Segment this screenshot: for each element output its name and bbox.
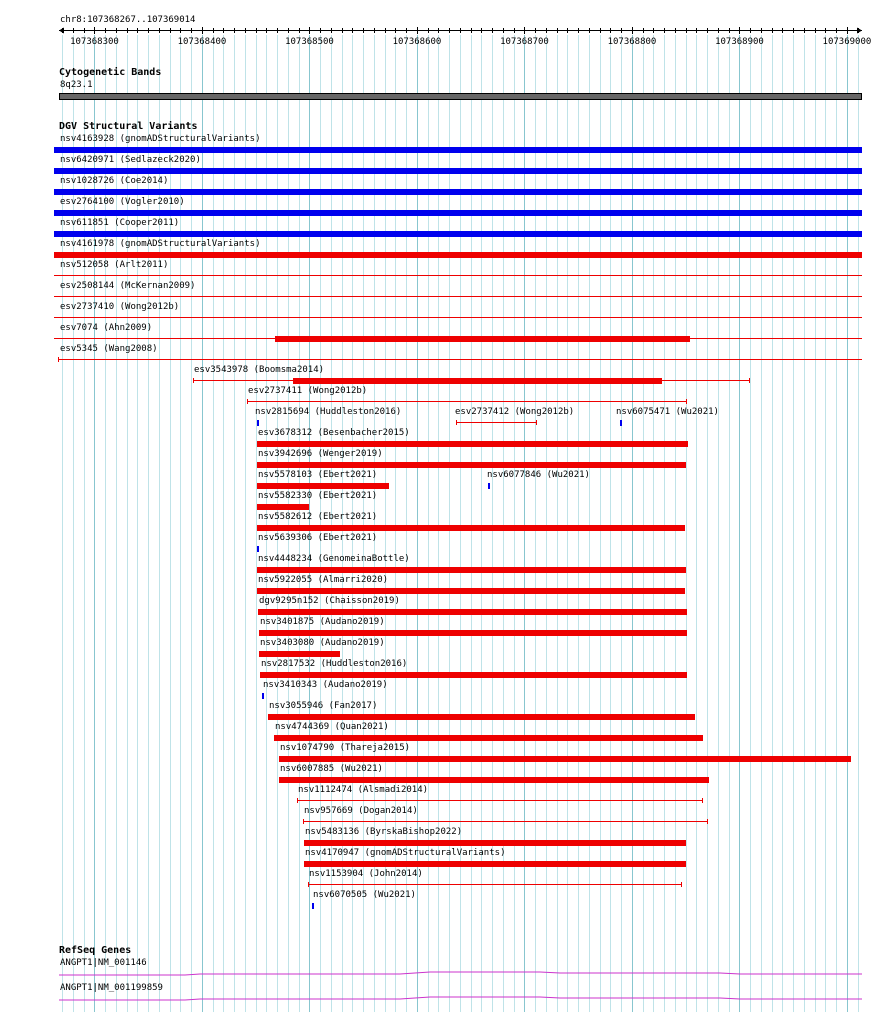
- variant-label[interactable]: nsv957669 (Dogan2014): [304, 806, 418, 816]
- ruler-tick-label: 107368800: [607, 37, 657, 47]
- variant-label[interactable]: nsv2817532 (Huddleston2016): [261, 659, 408, 669]
- variant-end-tick: [686, 399, 687, 404]
- variant-feature[interactable]: [54, 231, 862, 237]
- variant-label[interactable]: nsv5483136 (ByrskaBishop2022): [305, 827, 463, 837]
- variant-feature[interactable]: [488, 483, 490, 489]
- variant-label[interactable]: nsv5582612 (Ebert2021): [258, 512, 378, 522]
- variant-feature[interactable]: [54, 275, 862, 276]
- variant-feature[interactable]: [54, 210, 862, 216]
- variant-label[interactable]: nsv6077846 (Wu2021): [487, 470, 590, 480]
- variant-feature[interactable]: [303, 821, 707, 822]
- variant-label[interactable]: nsv1028726 (Coe2014): [60, 176, 169, 186]
- variant-label[interactable]: nsv5582330 (Ebert2021): [258, 491, 378, 501]
- variant-label[interactable]: esv7074 (Ahn2009): [60, 323, 153, 333]
- variant-feature[interactable]: [279, 777, 709, 783]
- variant-feature[interactable]: [304, 840, 686, 846]
- variant-label[interactable]: esv2737412 (Wong2012b): [455, 407, 575, 417]
- variant-label[interactable]: nsv611851 (Cooper2011): [60, 218, 180, 228]
- region-label: chr8:107368267..107369014: [60, 15, 196, 25]
- variant-start-tick: [303, 819, 304, 824]
- variant-start-tick: [456, 420, 457, 425]
- variant-end-tick: [707, 819, 708, 824]
- ruler-tick-label: 107368400: [177, 37, 227, 47]
- variant-feature[interactable]: [54, 317, 862, 318]
- variant-label[interactable]: esv3543978 (Boomsma2014): [194, 365, 325, 375]
- variant-end-tick: [536, 420, 537, 425]
- variant-end-tick: [702, 798, 703, 803]
- variant-label[interactable]: nsv4170947 (gnomADStructuralVariants): [305, 848, 506, 858]
- cytoband-label: 8q23.1: [60, 80, 93, 90]
- variant-feature[interactable]: [257, 525, 685, 531]
- variant-feature[interactable]: [268, 714, 695, 720]
- variant-label[interactable]: nsv3410343 (Audano2019): [263, 680, 388, 690]
- variant-label[interactable]: nsv6420971 (Sedlazeck2020): [60, 155, 201, 165]
- variant-feature[interactable]: [312, 903, 314, 909]
- variant-feature[interactable]: [58, 359, 862, 360]
- variant-feature[interactable]: [257, 546, 259, 552]
- gene-structure-line[interactable]: [59, 972, 862, 975]
- variant-label[interactable]: nsv3055946 (Fan2017): [269, 701, 378, 711]
- refseq-gene-label: ANGPT1|NM_001146: [60, 958, 147, 968]
- variant-feature[interactable]: [279, 756, 851, 762]
- variant-label[interactable]: nsv4448234 (GenomeinaBottle): [258, 554, 410, 564]
- variant-feature[interactable]: [54, 147, 862, 153]
- variant-feature[interactable]: [262, 693, 264, 699]
- variant-label[interactable]: esv2764100 (Vogler2010): [60, 197, 185, 207]
- ruler-tick-label: 107368900: [715, 37, 764, 47]
- variant-feature[interactable]: [620, 420, 622, 426]
- refseq-gene-lines: [0, 960, 890, 1012]
- variant-label[interactable]: nsv2815694 (Huddleston2016): [255, 407, 402, 417]
- variant-label[interactable]: nsv4161978 (gnomADStructuralVariants): [60, 239, 261, 249]
- variant-start-tick: [247, 399, 248, 404]
- variant-label[interactable]: nsv3942696 (Wenger2019): [258, 449, 383, 459]
- variant-label[interactable]: nsv5639306 (Ebert2021): [258, 533, 378, 543]
- variant-label[interactable]: nsv4163928 (gnomADStructuralVariants): [60, 134, 261, 144]
- variant-feature[interactable]: [54, 168, 862, 174]
- variant-feature[interactable]: [257, 420, 259, 426]
- cytoband-track-title: Cytogenetic Bands: [59, 67, 162, 78]
- variant-label[interactable]: nsv3403080 (Audano2019): [260, 638, 385, 648]
- variant-label[interactable]: nsv6075471 (Wu2021): [616, 407, 719, 417]
- variant-label[interactable]: esv2508144 (McKernan2009): [60, 281, 196, 291]
- variant-label[interactable]: nsv5578103 (Ebert2021): [258, 470, 378, 480]
- variant-feature[interactable]: [259, 651, 340, 657]
- variant-feature[interactable]: [456, 422, 536, 423]
- ruler-tick-label: 107368500: [285, 37, 334, 47]
- variant-feature[interactable]: [54, 252, 862, 258]
- ruler-tick-label: 107368700: [500, 37, 549, 47]
- variant-feature[interactable]: [247, 401, 686, 402]
- gene-structure-line[interactable]: [59, 997, 862, 1000]
- variant-feature-thick[interactable]: [293, 378, 662, 384]
- refseq-gene-label: ANGPT1|NM_001199859: [60, 983, 163, 993]
- variant-feature[interactable]: [260, 672, 687, 678]
- variant-label[interactable]: esv3678312 (Besenbacher2015): [258, 428, 410, 438]
- variant-feature-thick[interactable]: [275, 336, 690, 342]
- ruler-tick-label: 107369000: [822, 37, 872, 47]
- variant-feature[interactable]: [297, 800, 702, 801]
- variant-feature[interactable]: [259, 630, 687, 636]
- variant-label[interactable]: nsv1153904 (John2014): [309, 869, 423, 879]
- variant-label[interactable]: nsv1112474 (Alsmadi2014): [298, 785, 429, 795]
- variant-start-tick: [297, 798, 298, 803]
- variant-feature[interactable]: [257, 504, 309, 510]
- variant-label[interactable]: nsv1074790 (Thareja2015): [280, 743, 411, 753]
- dgv-track-title: DGV Structural Variants: [59, 121, 198, 132]
- variant-start-tick: [308, 882, 309, 887]
- variant-feature[interactable]: [308, 884, 681, 885]
- variant-feature[interactable]: [257, 588, 685, 594]
- variant-feature[interactable]: [54, 189, 862, 195]
- variant-feature[interactable]: [257, 441, 688, 447]
- variant-end-tick: [681, 882, 682, 887]
- variant-label[interactable]: nsv3401875 (Audano2019): [260, 617, 385, 627]
- ruler-tick-label: 107368300: [70, 37, 119, 47]
- variant-label[interactable]: nsv5922055 (Almarri2020): [258, 575, 389, 585]
- refseq-track-title: RefSeq Genes: [59, 945, 132, 956]
- variant-feature[interactable]: [258, 609, 687, 615]
- variant-start-tick: [193, 378, 194, 383]
- variant-feature[interactable]: [54, 296, 862, 297]
- variant-feature[interactable]: [257, 567, 686, 573]
- variant-feature[interactable]: [257, 462, 686, 468]
- variant-start-tick: [58, 357, 59, 362]
- variant-feature[interactable]: [304, 861, 686, 867]
- variant-label[interactable]: nsv6070505 (Wu2021): [313, 890, 416, 900]
- variant-label[interactable]: dgv9295n152 (Chaisson2019): [259, 596, 400, 606]
- variant-label[interactable]: nsv6007885 (Wu2021): [280, 764, 383, 774]
- ruler-tick-label: 107368600: [392, 37, 442, 47]
- variant-feature[interactable]: [274, 735, 703, 741]
- variant-label[interactable]: esv5345 (Wang2008): [60, 344, 158, 354]
- variant-feature[interactable]: [257, 483, 389, 489]
- variant-label[interactable]: esv2737411 (Wong2012b): [248, 386, 368, 396]
- variant-end-tick: [749, 378, 750, 383]
- variant-label[interactable]: nsv512058 (Arlt2011): [60, 260, 169, 270]
- variant-label[interactable]: nsv4744369 (Quan2021): [275, 722, 389, 732]
- variant-label[interactable]: esv2737410 (Wong2012b): [60, 302, 180, 312]
